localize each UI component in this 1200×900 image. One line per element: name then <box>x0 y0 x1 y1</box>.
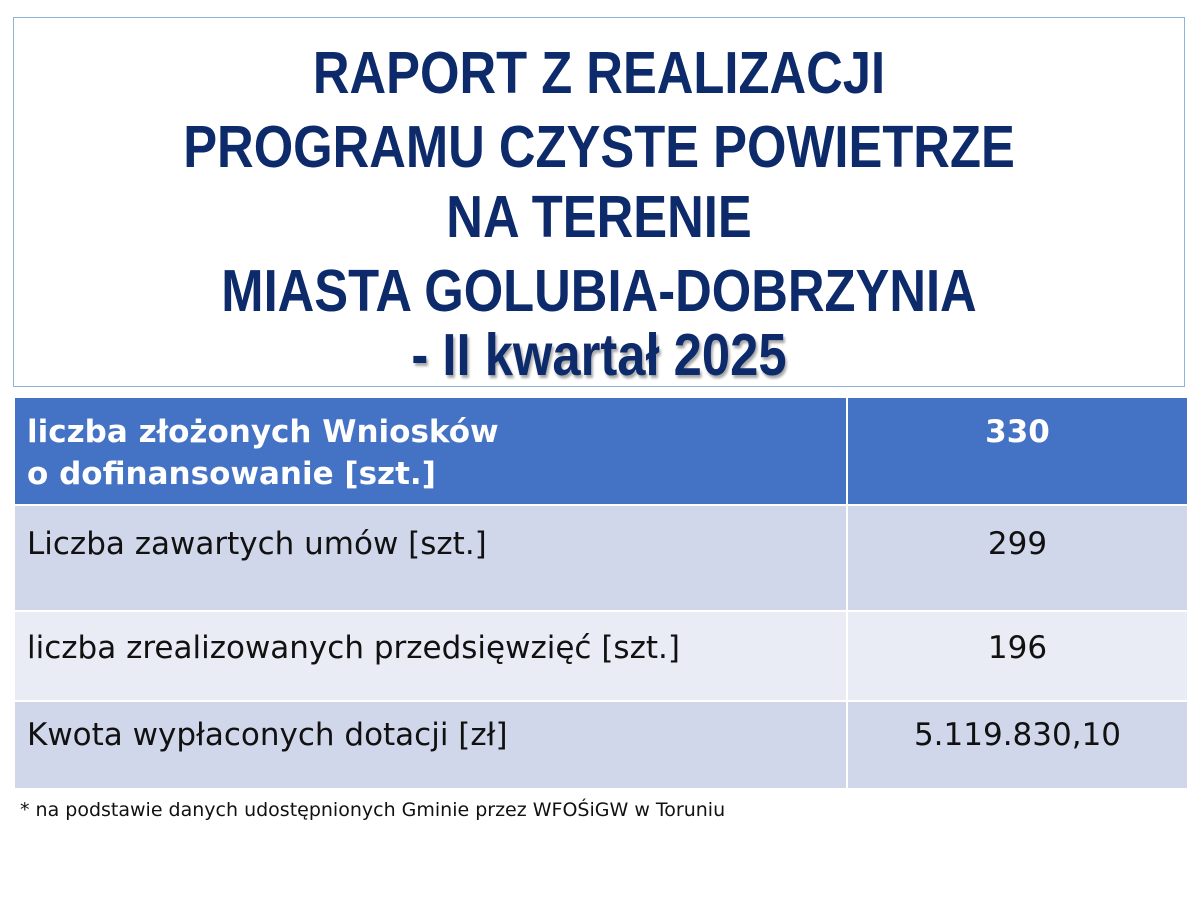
table-row <box>14 505 1188 611</box>
footnote: * na podstawie danych udostępnionych Gminie przez WFOŚiGW w Toruniu <box>20 799 726 821</box>
table-row <box>14 611 1188 701</box>
title-line-2: PROGRAMU CZYSTE POWIETRZE <box>183 114 1015 180</box>
row-label: Liczba zawartych umów [szt.] <box>14 505 847 611</box>
header-label-cell <box>14 397 847 505</box>
row-label: Kwota wypłaconych dotacji [zł] <box>14 701 847 789</box>
table-row <box>14 701 1188 789</box>
title-line-1: RAPORT Z REALIZACJI <box>312 40 886 106</box>
row-value: 299 <box>847 505 1188 611</box>
title-line-5: - II kwartał 2025 <box>411 322 787 388</box>
title-line-3: NA TERENIE <box>446 184 752 250</box>
report-table <box>13 396 1189 790</box>
title-line-4: MIASTA GOLUBIA-DOBRZYNIA <box>221 258 977 324</box>
row-label: liczba zrealizowanych przedsięwzięć [szt.] <box>14 611 847 701</box>
row-value: 5.119.830,10 <box>847 701 1188 789</box>
row-value: 196 <box>847 611 1188 701</box>
header-value-cell: 330 <box>847 397 1188 505</box>
header-label-line-1: liczba złożonych Wniosków <box>27 414 499 450</box>
header-label-line-2: o dofinansowanie [szt.] <box>27 456 436 492</box>
title-box <box>13 17 1185 387</box>
table-header-row <box>14 397 1188 505</box>
